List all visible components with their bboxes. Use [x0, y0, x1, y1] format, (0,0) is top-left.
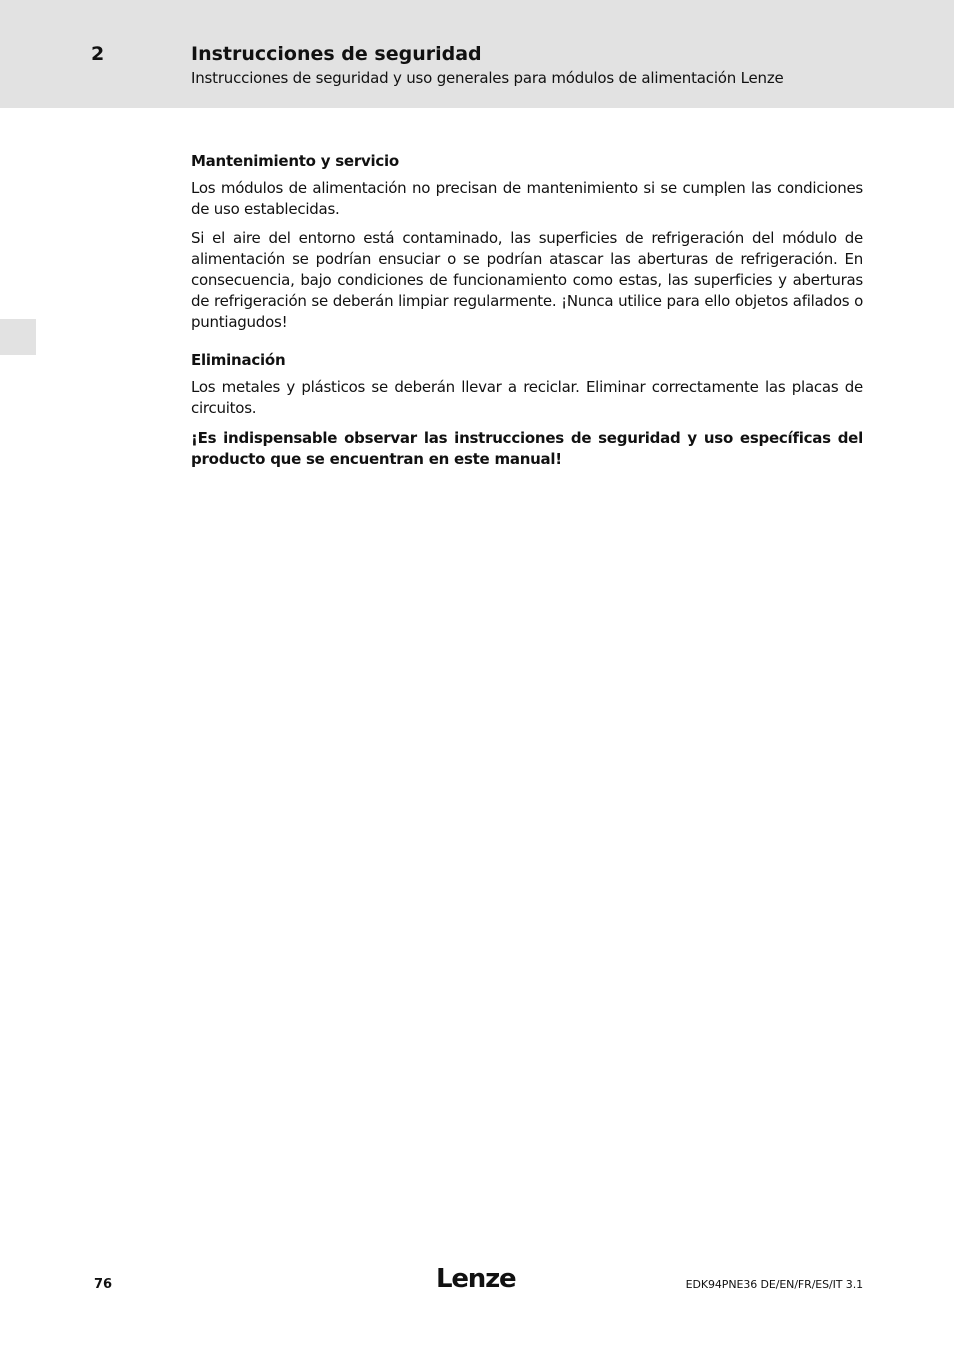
lenze-logo: Lenze — [436, 1264, 516, 1294]
main-content — [191, 151, 863, 478]
chapter-title: Instrucciones de seguridad — [191, 43, 482, 65]
section-heading-disposal: Eliminación — [191, 351, 286, 369]
page-number: 76 — [94, 1277, 113, 1292]
paragraph-maintenance-1: Los módulos de alimentación no precisan de mantenimiento si se cumplen las condiciones de uso establecidas. — [191, 179, 863, 218]
section-heading-maintenance: Mantenimiento y servicio — [191, 152, 399, 170]
safety-notice: ¡Es indispensable observar las instrucciones de seguridad y uso específicas del producto que se encuentran en este manual! — [191, 429, 863, 468]
document-id: EDK94PNE36 DE/EN/FR/ES/IT 3.1 — [685, 1278, 863, 1291]
paragraph-maintenance-2: Si el aire del entorno está contaminado, las superficies de refrigeración del módulo de alimentación se podrían ensuciar o se podrían atascar las aberturas de refrigeración. En consecuencia, bajo condiciones de funcionamiento como estas, las superficies y aberturas de refrigeración se deberán limpiar regularmente. ¡Nunca utilice para ello objetos afilados o puntiagudos! — [191, 229, 863, 331]
chapter-subtitle: Instrucciones de seguridad y uso generales para módulos de alimentación Lenze — [191, 69, 784, 87]
paragraph-disposal-1: Los metales y plásticos se deberán llevar a reciclar. Eliminar correctamente las placas de circuitos. — [191, 378, 863, 417]
header-band — [0, 0, 954, 108]
chapter-number: 2 — [91, 43, 105, 65]
chapter-side-tab — [0, 319, 36, 355]
